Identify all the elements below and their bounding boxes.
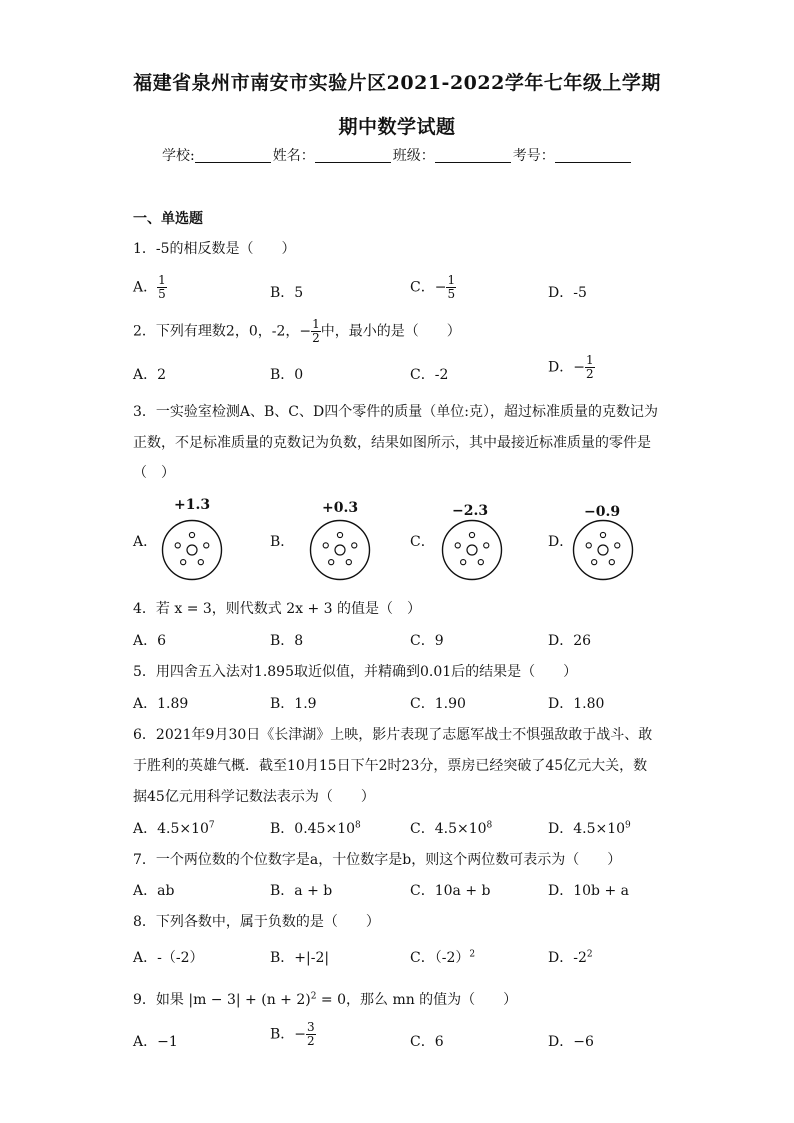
part-bolt-hole — [478, 560, 483, 565]
class-label: 班级： — [392, 148, 435, 164]
school-blank[interactable] — [195, 148, 271, 163]
part-bolt-hole — [329, 560, 334, 565]
part-bolt-hole — [346, 560, 351, 565]
q8-option-a: A．-（-2） — [133, 950, 204, 966]
part-outline — [574, 521, 633, 580]
q1-option-b: B．5 — [270, 285, 304, 301]
q4-option-b: B．8 — [270, 633, 304, 649]
part-bolt-hole — [337, 532, 342, 537]
part-bolt-hole — [189, 532, 194, 537]
q7-option-d: D．10b + a — [548, 883, 629, 899]
q9-option-c: C．6 — [410, 1034, 444, 1050]
question-3-line1: 3．一实验室检测A、B、C、D四个零件的质量（单位:克），超过标准质量的克数记为 — [133, 404, 658, 420]
q3-option-c: C． — [410, 534, 435, 550]
q6-option-b: B．$0.45\times 10^8$ — [270, 820, 361, 837]
q7-option-c: C．10a + b — [410, 883, 491, 899]
q8-option-d: D．$-2^2$ — [548, 949, 593, 966]
part-bolt-hole — [469, 532, 474, 537]
q2-option-a: A．2 — [133, 367, 167, 383]
question-4: 4．若 x = 3，则代数式 2x + 3 的值是（ ） — [133, 601, 422, 617]
part-d-mass-label: −0.9 — [584, 504, 621, 520]
part-a-mass-label: +1.3 — [174, 497, 211, 513]
part-bolt-hole — [455, 543, 460, 548]
part-center-hole — [467, 545, 477, 555]
part-bolt-hole — [204, 543, 209, 548]
exam-title-line2: 期中数学试题 — [338, 116, 456, 138]
class-blank[interactable] — [435, 148, 511, 163]
part-bolt-hole — [615, 543, 620, 548]
part-center-hole — [598, 545, 608, 555]
part-outline — [163, 521, 222, 580]
q4-option-d: D．26 — [548, 633, 592, 649]
q3-option-d: D． — [548, 534, 574, 550]
q9-option-b: B．− $\frac{3}{2}$ — [270, 1020, 315, 1048]
question-6-line2: 于胜利的英雄气概．截至10月15日下午2时23分，票房已经突破了45亿元大关，数 — [133, 758, 648, 774]
school-label: 学校: — [162, 148, 195, 164]
part-bolt-hole — [609, 560, 614, 565]
part-bolt-hole — [600, 532, 605, 537]
part-outline — [311, 521, 370, 580]
q6-option-a: A．$4.5\times 10^7$ — [133, 820, 215, 837]
question-7: 7．一个两位数的个位数字是a，十位数字是b，则这个两位数可表示为（ ） — [133, 852, 622, 868]
question-5: 5．用四舍五入法对1.895取近似值，并精确到0.01后的结果是（ ） — [133, 664, 578, 680]
q7-option-a: A．ab — [133, 883, 175, 899]
number-blank[interactable] — [555, 148, 631, 163]
q4-option-c: C．9 — [410, 633, 444, 649]
name-label: 姓名： — [272, 148, 315, 164]
question-9: 9．如果 $|m - 3| + (n + 2)^2 = 0$，那么 mn 的值为（ ） — [133, 991, 518, 1008]
part-bolt-hole — [352, 543, 357, 548]
q2-option-b: B．0 — [270, 367, 304, 383]
q7-option-b: B．a + b — [270, 883, 333, 899]
question-3-line3: （ ） — [133, 465, 175, 481]
q6-option-d: D．$4.5\times 10^9$ — [548, 820, 631, 837]
part-bolt-hole — [592, 560, 597, 565]
name-blank[interactable] — [315, 148, 391, 163]
part-a-dial — [160, 518, 224, 582]
part-c-dial — [440, 518, 504, 582]
exam-title-line1: 福建省泉州市南安市实验片区2021-2022学年七年级上学期 — [133, 72, 661, 94]
q5-option-c: C．1.90 — [410, 696, 466, 712]
part-outline — [443, 521, 502, 580]
q1-option-d: D．-5 — [548, 285, 587, 301]
q5-option-a: A．1.89 — [133, 696, 189, 712]
q4-option-a: A．6 — [133, 633, 167, 649]
part-bolt-hole — [461, 560, 466, 565]
part-bolt-hole — [484, 543, 489, 548]
fraction: $\frac{1}{5}$ — [158, 273, 166, 301]
part-bolt-hole — [181, 560, 186, 565]
part-bolt-hole — [586, 543, 591, 548]
question-8: 8．下列各数中，属于负数的是（ ） — [133, 914, 380, 930]
part-d-dial — [571, 518, 635, 582]
question-6-line1: 6．2021年9月30日《长津湖》上映，影片表现了志愿军战士不惧强敌敢于战斗、敢 — [133, 727, 653, 743]
q3-option-a: A． — [133, 534, 158, 550]
number-label: 考号： — [512, 148, 555, 164]
part-bolt-hole — [323, 543, 328, 548]
question-2: 2．下列有理数2，0，-2，− $\frac{1}{2}$ 中，最小的是（ ） — [133, 317, 461, 345]
fraction: $\frac{1}{2}$ — [312, 317, 320, 345]
fraction: $\frac{3}{2}$ — [307, 1020, 315, 1048]
fraction: $\frac{1}{2}$ — [585, 353, 594, 381]
q2-option-d: D．− $\frac{1}{2}$ — [548, 353, 594, 381]
q8-option-b: B．+|-2| — [270, 950, 330, 966]
section-heading: 一、单选题 — [133, 211, 203, 227]
part-bolt-hole — [198, 560, 203, 565]
q2-option-c: C．-2 — [410, 367, 449, 383]
q5-option-d: D．1.80 — [548, 696, 605, 712]
q8-option-c: C．$(-2)^2$ — [410, 949, 476, 966]
q3-option-b: B． — [270, 534, 295, 550]
part-b-dial — [308, 518, 372, 582]
q1-option-a: A． $\frac{1}{5}$ — [133, 273, 166, 301]
q6-option-c: C．$4.5\times 10^8$ — [410, 820, 493, 837]
q9-option-d: D．−6 — [548, 1034, 594, 1050]
fraction: $\frac{1}{5}$ — [447, 273, 456, 301]
q5-option-b: B．1.9 — [270, 696, 317, 712]
q1-option-c: C．− $\frac{1}{5}$ — [410, 273, 456, 301]
q9-option-a: A．−1 — [133, 1034, 178, 1050]
part-bolt-hole — [175, 543, 180, 548]
question-3-line2: 正数，不足标准质量的克数记为负数，结果如图所示，其中最接近标准质量的零件是 — [133, 435, 651, 451]
question-1: 1．-5的相反数是（ ） — [133, 241, 296, 257]
question-6-line3: 据45亿元用科学记数法表示为（ ） — [133, 789, 375, 805]
part-c-mass-label: −2.3 — [452, 503, 489, 519]
student-info-line — [162, 145, 633, 165]
part-b-mass-label: +0.3 — [322, 500, 359, 516]
part-center-hole — [335, 545, 345, 555]
part-center-hole — [187, 545, 197, 555]
